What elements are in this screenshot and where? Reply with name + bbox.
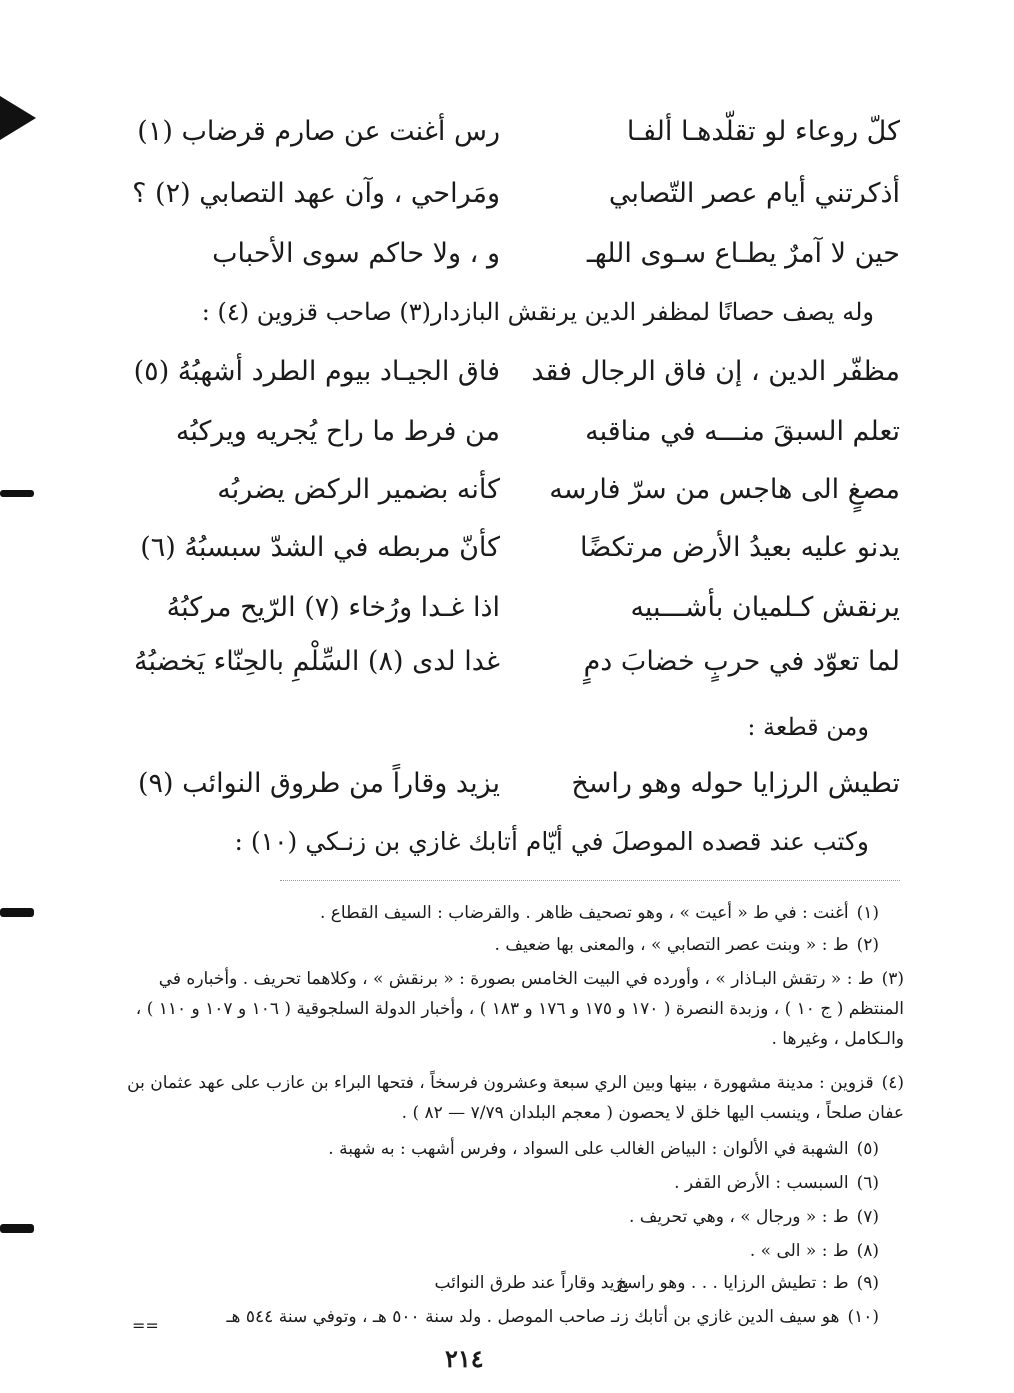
verse-second-hemistich: ومَراحي ، وآن عهد التصابي (٢) ؟ bbox=[132, 178, 500, 209]
footnote-text: السبسب : الأرض القفر . bbox=[674, 1173, 849, 1193]
footnote-number: (٢) bbox=[856, 935, 879, 955]
footnote bbox=[119, 1268, 879, 1298]
footnote bbox=[114, 964, 904, 1054]
verse-second-hemistich: كأنه بضمير الركض يضربُه bbox=[217, 474, 500, 505]
poem-verse bbox=[170, 468, 900, 512]
verse-second-hemistich: غدا لدى (٨) السِّلْمِ بالحِنّاء يَخضبُهُ bbox=[134, 646, 500, 677]
footnote bbox=[119, 1302, 879, 1332]
poem-verse bbox=[133, 350, 900, 394]
scan-edge-mark bbox=[0, 1224, 34, 1233]
verse-second-hemistich: و ، ولا حاكم سوى الأحباب bbox=[212, 238, 500, 269]
footnote bbox=[114, 1068, 904, 1128]
footnote-text: أغنت : في ط « أعيت » ، وهو تصحيف ظاهر . والقرضاب : السيف القطاع . bbox=[319, 903, 849, 923]
poem-verse bbox=[166, 586, 900, 630]
scan-edge-mark bbox=[0, 490, 34, 497]
poem-verse bbox=[170, 232, 900, 276]
verse-first-hemistich: مصغٍ الى هاجس من سرّ فارسه bbox=[549, 474, 900, 505]
poem-intro: وكتب عند قصده الموصلَ في أيّام أتابك غازي بن زنـكي (١٠) : bbox=[234, 827, 869, 856]
footnote-number: (٦) bbox=[856, 1173, 879, 1193]
footnote-text: هو سيف الدين غازي بن أتابك زنـ صاحب الموصل . ولد سنة ٥٠٠ هـ ، وتوفي سنة ٥٤٤ هـ bbox=[226, 1307, 840, 1327]
footnote bbox=[119, 1168, 879, 1198]
poem-verse bbox=[137, 762, 900, 806]
poem-verse bbox=[134, 640, 900, 684]
footnote bbox=[119, 930, 879, 960]
verse-first-hemistich: حين لا آمرٌ يطـاع سـوى اللهـ bbox=[586, 238, 900, 269]
footnote-text: ط : « رتقش البـاذار » ، وأورده في البيت الخامس بصورة : « برنقش » ، وكلاهما تحريف . وأخباره في المنتظم ( ج ١٠ ) ، وزبدة النصرة ( ١٧٠ و ١٧٥ و ١٧٦ و ١٨٣ ) ، وأخبار الدولة السلجوقية ( ١٠٦ و ١٠٧ و ١١٠ ) ، والـكامل ، وغيرها . bbox=[135, 969, 904, 1049]
footnote-number: (٧) bbox=[856, 1207, 879, 1227]
footnote-text: قزوين : مدينة مشهورة ، بينها وبين الري سبعة وعشرون فرسخاً ، فتحها البراء بن عازب على عهد عثمان بن عفان صلحاً ، وينسب اليها خلق لا يحصون ( معجم البلدان ٧/٧٩ — ٨٢ ) . bbox=[127, 1073, 904, 1123]
verse-first-hemistich: تطيش الرزايا حوله وهو راسخ bbox=[571, 768, 900, 799]
poem-verse bbox=[137, 110, 900, 154]
footnote-number: (٨) bbox=[856, 1241, 879, 1261]
verse-first-hemistich: مظفّر الدين ، إن فاق الرجال فقد bbox=[531, 356, 900, 387]
footnote-text: يزيد وقاراً عند طرق النوائب bbox=[434, 1273, 629, 1293]
footnote bbox=[119, 1202, 879, 1232]
footnote-number: (٤) bbox=[881, 1073, 904, 1093]
footnote-number: (١٠) bbox=[847, 1307, 879, 1327]
footnote-text: ط : تطيش الرزايا . . . وهو راسخ bbox=[615, 1273, 849, 1293]
verse-second-hemistich: يزيد وقاراً من طروق النوائب (٩) bbox=[137, 768, 500, 799]
verse-first-hemistich: كلّ روعاء لو تقلّدهـا ألفـا bbox=[626, 116, 900, 147]
page-number: ٢١٤ bbox=[445, 1344, 484, 1373]
verse-first-hemistich: يرنقش كـلميان بأشـــبيه bbox=[630, 592, 900, 623]
poem-intro: ومن قطعة : bbox=[747, 713, 869, 741]
footnote bbox=[119, 1236, 879, 1266]
poem-verse bbox=[140, 526, 900, 570]
footnote-text: ط : « وبنت عصر التصابي » ، والمعنى بها ضعيف . bbox=[494, 935, 849, 955]
verse-second-hemistich: فاق الجيـاد بيوم الطرد أشهبُهُ (٥) bbox=[133, 356, 500, 387]
footnote-number: (١) bbox=[856, 903, 879, 923]
poem-verse bbox=[132, 172, 900, 216]
footnote-text: ط : « ورجال » ، وهي تحريف . bbox=[628, 1207, 849, 1227]
poem-verse bbox=[170, 410, 900, 454]
verse-first-hemistich: تعلم السبقَ منـــه في مناقبه bbox=[585, 416, 900, 447]
scan-edge-mark bbox=[0, 96, 36, 140]
footnote-separator bbox=[280, 880, 900, 881]
poem-intro: وله يصف حصانًا لمظفر الدين يرنقش البازدار(٣) صاحب قزوين (٤) : bbox=[201, 298, 874, 326]
verse-second-hemistich: كأنّ مربطه في الشدّ سبسبُهُ (٦) bbox=[140, 532, 500, 563]
scan-edge-mark bbox=[0, 908, 34, 917]
verse-first-hemistich: أذكرتني أيام عصر التّصابي bbox=[608, 178, 900, 209]
verse-first-hemistich: يدنو عليه بعيدُ الأرض مرتكضًا bbox=[579, 532, 900, 563]
continuation-mark: == bbox=[132, 1316, 159, 1335]
verse-second-hemistich: من فرط ما راح يُجريه ويركبُه bbox=[175, 416, 500, 447]
verse-first-hemistich: لما تعوّد في حربٍ خضابَ دمٍ bbox=[583, 646, 900, 677]
footnote-text: الشهبة في الألوان : البياض الغالب على السواد ، وفرس أشهب : به شهبة . bbox=[328, 1139, 849, 1159]
footnote bbox=[119, 1134, 879, 1164]
footnote-text: ط : « الى » . bbox=[749, 1241, 849, 1261]
verse-second-hemistich: اذا غـدا ورُخاء (٧) الرّيح مركبُهُ bbox=[166, 592, 500, 623]
footnote-number: (٥) bbox=[856, 1139, 879, 1159]
footnote-number: (٣) bbox=[881, 969, 904, 989]
verse-second-hemistich: رس أغنت عن صارم قرضاب (١) bbox=[137, 116, 500, 147]
footnote-number: (٩) bbox=[856, 1273, 879, 1293]
footnote bbox=[119, 898, 879, 928]
